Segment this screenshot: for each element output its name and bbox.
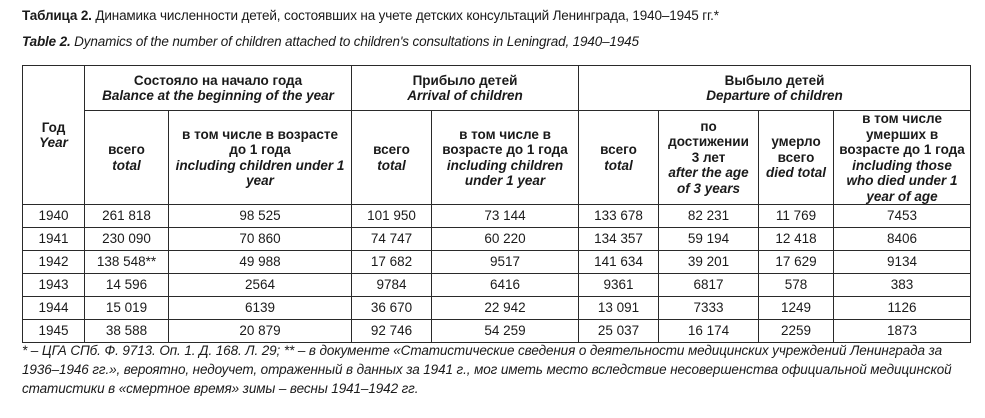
cell-balance-under1: 49 988 <box>169 251 352 274</box>
subheader-en: including those who died under 1 year of age <box>846 157 958 204</box>
cell-departure-total: 25 037 <box>579 320 659 343</box>
table-row <box>23 297 971 320</box>
cell-balance-total: 230 090 <box>85 228 169 251</box>
cell-balance-total: 138 548** <box>85 251 169 274</box>
subheader-en: after the age of 3 years <box>668 165 749 196</box>
cell-died-under1: 1126 <box>834 297 971 320</box>
cell-died-under1: 383 <box>834 274 971 297</box>
cell-died-under1: 8406 <box>834 228 971 251</box>
table-row <box>23 251 971 274</box>
header-arrival-ru: Прибыло детей <box>412 72 518 88</box>
header-balance-en: Balance at the beginning of the year <box>102 88 334 103</box>
cell-year: 1941 <box>23 228 85 251</box>
cell-balance-under1: 98 525 <box>169 205 352 228</box>
subheader-ru: всего <box>600 142 637 157</box>
cell-arrival-total: 92 746 <box>352 320 432 343</box>
cell-departure-total: 141 634 <box>579 251 659 274</box>
subheader-ru: по достижении 3 лет <box>668 118 749 165</box>
cell-balance-total: 38 588 <box>85 320 169 343</box>
subheader-ru: в том числе в возрасте до 1 года <box>442 126 568 157</box>
subheader-departure-total <box>579 111 659 205</box>
cell-year: 1943 <box>23 274 85 297</box>
cell-arrival-total: 36 670 <box>352 297 432 320</box>
subheader-balance-total <box>85 111 169 205</box>
caption-russian <box>22 8 719 23</box>
subheader-ru: всего <box>373 142 410 157</box>
children-dynamics-table <box>22 65 971 343</box>
subheader-ru: в том числе умерших в возрасте до 1 года <box>839 111 965 157</box>
table-row <box>23 205 971 228</box>
cell-departure-age3: 59 194 <box>659 228 759 251</box>
table-footnote: * – ЦГА СПб. Ф. 9713. Оп. 1. Д. 168. Л. 29; ** – в документе «Статистические сведения о деятельности медицинских учреждений Ленинграда за 1936–1946 гг.», вероятно, недоучет, отраженный в данных за 1941 г., мог иметь место вследствие несовершенства официальной медицинской статистики в «смертное время» зимы – весны 1941–1942 гг. <box>22 343 952 396</box>
subheader-ru: в том числе в возрасте до 1 года <box>182 126 338 157</box>
header-departure-ru: Выбыло детей <box>724 72 825 88</box>
cell-balance-total: 14 596 <box>85 274 169 297</box>
cell-died-total: 17 629 <box>759 251 834 274</box>
cell-arrival-total: 74 747 <box>352 228 432 251</box>
header-departure <box>579 66 971 111</box>
cell-departure-age3: 39 201 <box>659 251 759 274</box>
cell-arrival-under1: 60 220 <box>432 228 579 251</box>
header-departure-en: Departure of children <box>706 88 843 103</box>
subheader-en: including children under 1 year <box>446 157 564 188</box>
header-arrival <box>352 66 579 111</box>
subheader-en: including children under 1 year <box>175 157 345 188</box>
table-row <box>23 320 971 343</box>
cell-departure-total: 9361 <box>579 274 659 297</box>
cell-arrival-total: 101 950 <box>352 205 432 228</box>
cell-died-under1: 9134 <box>834 251 971 274</box>
cell-died-total: 2259 <box>759 320 834 343</box>
cell-departure-total: 133 678 <box>579 205 659 228</box>
cell-balance-under1: 20 879 <box>169 320 352 343</box>
cell-departure-age3: 7333 <box>659 297 759 320</box>
cell-arrival-total: 9784 <box>352 274 432 297</box>
subheader-ru: всего <box>108 142 145 157</box>
cell-departure-total: 134 357 <box>579 228 659 251</box>
cell-arrival-under1: 22 942 <box>432 297 579 320</box>
cell-died-total: 12 418 <box>759 228 834 251</box>
cell-died-under1: 7453 <box>834 205 971 228</box>
table-body <box>23 205 971 343</box>
cell-arrival-under1: 6416 <box>432 274 579 297</box>
header-balance-ru: Состояло на начало года <box>133 72 303 88</box>
subheader-en: died total <box>766 165 827 181</box>
subheader-ru: умерло всего <box>771 134 821 165</box>
cell-year: 1942 <box>23 251 85 274</box>
cell-departure-age3: 82 231 <box>659 205 759 228</box>
table-row <box>23 228 971 251</box>
cell-arrival-under1: 54 259 <box>432 320 579 343</box>
cell-year: 1945 <box>23 320 85 343</box>
caption-english-prefix: Table 2. <box>22 34 71 49</box>
cell-year: 1940 <box>23 205 85 228</box>
cell-died-total: 11 769 <box>759 205 834 228</box>
cell-arrival-under1: 73 144 <box>432 205 579 228</box>
cell-balance-under1: 6139 <box>169 297 352 320</box>
header-arrival-en: Arrival of children <box>407 88 523 103</box>
cell-departure-age3: 6817 <box>659 274 759 297</box>
subheader-balance-under1 <box>169 111 352 205</box>
caption-english-text: Dynamics of the number of children attached to children's consultations in Leningrad, 1940–1945 <box>70 34 639 49</box>
caption-russian-text: Динамика численности детей, состоявших на учете детских консультаций Ленинграда, 1940–1945 гг.* <box>91 8 719 23</box>
header-year-ru: Год <box>41 119 66 135</box>
cell-departure-total: 13 091 <box>579 297 659 320</box>
subheader-en: total <box>112 157 141 173</box>
subheader-arrival-total <box>352 111 432 205</box>
subheader-en: total <box>377 157 406 173</box>
cell-balance-under1: 70 860 <box>169 228 352 251</box>
cell-balance-under1: 2564 <box>169 274 352 297</box>
header-year <box>23 66 85 205</box>
cell-arrival-total: 17 682 <box>352 251 432 274</box>
cell-departure-age3: 16 174 <box>659 320 759 343</box>
cell-died-total: 578 <box>759 274 834 297</box>
cell-arrival-under1: 9517 <box>432 251 579 274</box>
subheader-arrival-under1 <box>432 111 579 205</box>
cell-died-total: 1249 <box>759 297 834 320</box>
subheader-departure-died-under1 <box>834 111 971 205</box>
cell-year: 1944 <box>23 297 85 320</box>
caption-english <box>22 34 639 49</box>
subheader-departure-died <box>759 111 834 205</box>
cell-balance-total: 15 019 <box>85 297 169 320</box>
cell-balance-total: 261 818 <box>85 205 169 228</box>
cell-died-under1: 1873 <box>834 320 971 343</box>
caption-russian-prefix: Таблица 2. <box>22 8 92 23</box>
header-balance <box>85 66 352 111</box>
subheader-en: total <box>604 157 633 173</box>
table-row <box>23 274 971 297</box>
subheader-departure-age3 <box>659 111 759 205</box>
header-year-en: Year <box>39 135 68 150</box>
